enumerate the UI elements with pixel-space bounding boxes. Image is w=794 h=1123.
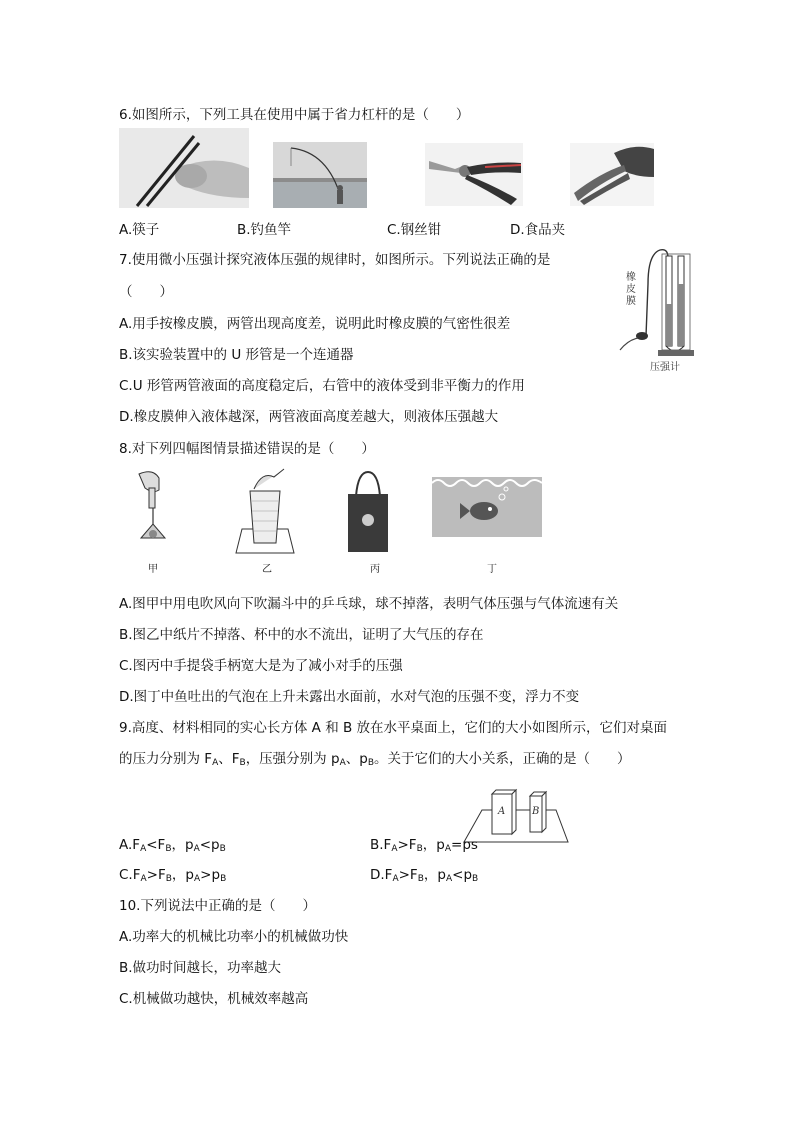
q7-option-a: A.用手按橡皮膜，两管出现高度差，说明此时橡皮膜的气密性很差 [119, 316, 511, 332]
food-tongs-image [570, 143, 654, 206]
membrane-label-1: 橡 [626, 272, 636, 283]
figure-caption-yi: 乙 [262, 564, 272, 575]
q7-option-c: C.U 形管两管液面的高度稳定后，右管中的液体受到非平衡力的作用 [119, 378, 525, 394]
figure-caption-bing: 丙 [370, 564, 380, 575]
q8-stem: 8.对下列四幅图情景描述错误的是（ ） [119, 441, 375, 457]
q6-option-a: A.筷子 [119, 222, 160, 238]
q6-stem: 6.如图所示，下列工具在使用中属于省力杠杆的是（ ） [119, 107, 470, 123]
q9-option-a: $A.F_A<F_B$，$p_A<p_B$ [119, 837, 226, 854]
q9-stem-line2: 的压力分别为 $F_A$、$F_B$，压强分别为 $p_A$、$p_B$。关于它们的大小关系，正确的是（ ） [119, 751, 631, 768]
blocks-figure [462, 786, 570, 846]
pressure-gauge-figure [618, 244, 694, 372]
figure-bing-bag [346, 470, 390, 554]
q10-option-c: C.机械做功越快，机械效率越高 [119, 991, 309, 1007]
membrane-label-3: 膜 [626, 296, 636, 307]
q6-option-c: C.钢丝钳 [387, 222, 442, 238]
q7-paren: （ ） [119, 284, 173, 300]
membrane-label-2: 皮 [626, 284, 636, 295]
figure-caption-ding: 丁 [487, 564, 497, 575]
figure-ding-fish [432, 477, 542, 537]
block-b-label: B [532, 806, 540, 817]
q10-option-b: B.做功时间越长，功率越大 [119, 960, 282, 976]
figure-jia-hairdryer [119, 466, 179, 558]
block-a-label: A [498, 806, 506, 817]
q9-option-c: $C.F_A>F_B$，$p_A>p_B$ [119, 867, 227, 884]
q7-option-d: D.橡皮膜伸入液体越深，两管液面高度差越大，则液体压强越大 [119, 409, 499, 425]
fishing-rod-image [273, 142, 367, 208]
q7-option-b: B.该实验装置中的 U 形管是一个连通器 [119, 347, 354, 363]
q9-stem-line1: 9.高度、材料相同的实心长方体 A 和 B 放在水平桌面上，它们的大小如图所示，它们对桌面 [119, 720, 668, 736]
figure-yi-cup [234, 467, 296, 555]
chopsticks-image [119, 128, 249, 208]
q8-option-d: D.图丁中鱼吐出的气泡在上升未露出水面前，水对气泡的压强不变，浮力不变 [119, 689, 580, 705]
q8-option-a: A.图甲中用电吹风向下吹漏斗中的乒乓球，球不掉落，表明气体压强与气体流速有关 [119, 596, 619, 612]
q6-option-b: B.钓鱼竿 [237, 222, 292, 238]
q9-option-d: $D.F_A>F_B$，$p_A<p_B$ [370, 867, 479, 884]
gauge-label: 压强计 [650, 362, 680, 372]
q9-option-b: $B.F_A>F_B$，$p_A=ps$ [370, 837, 478, 854]
q7-stem: 7.使用微小压强计探究液体压强的规律时，如图所示。下列说法正确的是 [119, 252, 551, 268]
q8-option-c: C.图丙中手提袋手柄宽大是为了减小对手的压强 [119, 658, 403, 674]
pliers-image [425, 143, 523, 206]
q6-option-d: D.食品夹 [510, 222, 566, 238]
q10-option-a: A.功率大的机械比功率小的机械做功快 [119, 929, 349, 945]
figure-caption-jia: 甲 [148, 564, 158, 575]
q10-stem: 10.下列说法中正确的是（ ） [119, 898, 316, 914]
q8-option-b: B.图乙中纸片不掉落、杯中的水不流出，证明了大气压的存在 [119, 627, 484, 643]
